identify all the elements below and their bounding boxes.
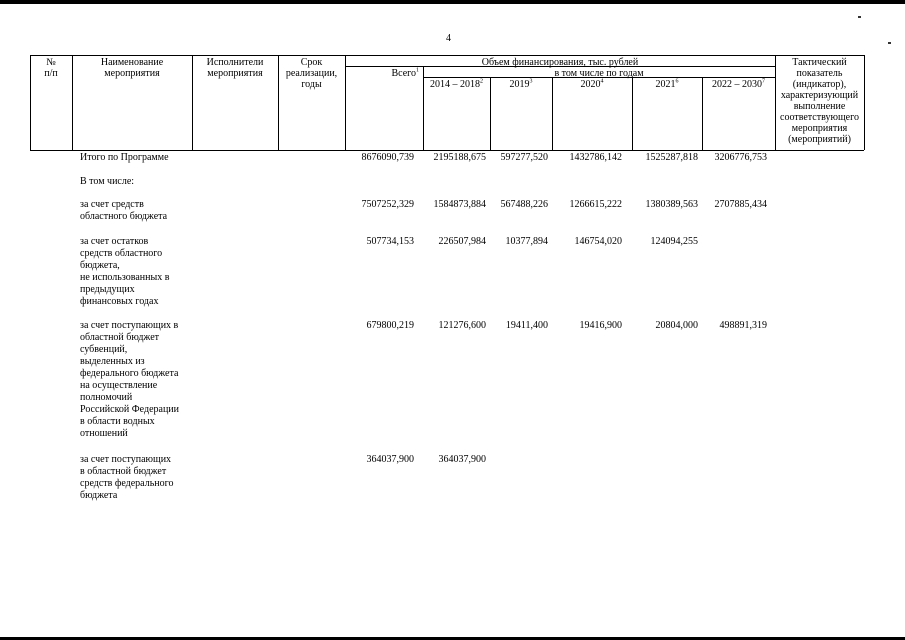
value-2021: 124094,255 bbox=[650, 236, 698, 247]
row-label: за счет средств областного бюджета bbox=[80, 199, 168, 222]
value-2014-2018: 226507,984 bbox=[438, 236, 486, 247]
value-2021: 1525287,818 bbox=[645, 152, 698, 163]
value-total: 8676090,739 bbox=[361, 152, 414, 163]
header-year-2020: 2020$^4$ bbox=[580, 78, 604, 90]
value-2020: 146754,020 bbox=[574, 236, 622, 247]
col-border bbox=[864, 55, 865, 150]
value-total: 507734,153 bbox=[366, 236, 414, 247]
header-by-years: в том числе по годам bbox=[554, 68, 644, 79]
header-name: Наименование мероприятия bbox=[100, 57, 164, 79]
header-year-2014-2018: 2014 – 2018$^2$ bbox=[430, 78, 483, 90]
value-total: 364037,900 bbox=[366, 454, 414, 465]
value-2021: 1380389,563 bbox=[645, 199, 698, 210]
value-2014-2018: 1584873,884 bbox=[433, 199, 486, 210]
value-2014-2018: 121276,600 bbox=[438, 320, 486, 331]
row-label: за счет поступающих в областной бюджет средств федерального бюджета bbox=[80, 454, 174, 501]
header-bottom-border bbox=[30, 150, 864, 151]
scan-speck bbox=[888, 42, 891, 44]
value-2014-2018: 2195188,675 bbox=[433, 152, 486, 163]
row-label: за счет остатков средств областного бюджета, не использованных в предыдущих финансовых годах bbox=[80, 236, 170, 307]
value-2020: 1432786,142 bbox=[569, 152, 622, 163]
scan-speck bbox=[858, 16, 861, 18]
value-2022-2030: 498891,319 bbox=[719, 320, 767, 331]
value-2019: 597277,520 bbox=[500, 152, 548, 163]
value-total: 679800,219 bbox=[366, 320, 414, 331]
value-2019: 10377,894 bbox=[505, 236, 548, 247]
header-year-2019: 2019$^3$ bbox=[509, 78, 533, 90]
value-2019: 567488,226 bbox=[500, 199, 548, 210]
value-2021: 20804,000 bbox=[655, 320, 698, 331]
header-financing: Объем финансирования, тыс. рублей bbox=[481, 57, 639, 68]
value-total: 7507252,329 bbox=[361, 199, 414, 210]
row-label: В том числе: bbox=[80, 176, 135, 187]
header-year-2021: 2021$^6$ bbox=[655, 78, 679, 90]
row-label: за счет поступающих в областной бюджет субвенций, выделенных из федерального бюджета на осуществление полномочий Российской Федерации в области водных отношений bbox=[80, 320, 180, 439]
header-year-2022-2030: 2022 – 2030$^7$ bbox=[712, 78, 765, 90]
header-term: Срок реализации, годы bbox=[285, 57, 338, 90]
table-top-border bbox=[30, 55, 864, 56]
value-2022-2030: 3206776,753 bbox=[714, 152, 767, 163]
value-2019: 19411,400 bbox=[505, 320, 548, 331]
scan-edge-top bbox=[0, 0, 905, 4]
row-label: Итого по Программе bbox=[80, 152, 169, 163]
header-executors: Исполнители мероприятия bbox=[206, 57, 264, 79]
header-num: № п/п bbox=[44, 57, 58, 79]
value-2022-2030: 2707885,434 bbox=[714, 199, 767, 210]
value-2020: 19416,900 bbox=[579, 320, 622, 331]
value-2020: 1266615,222 bbox=[569, 199, 622, 210]
page-number: 4 bbox=[446, 33, 451, 44]
header-indicator: Тактический показатель (индикатор), характеризующий выполнение соответствующего мероприятия (мероприятий) bbox=[780, 57, 859, 145]
header-total: Всего$^1$ bbox=[391, 67, 419, 79]
value-2014-2018: 364037,900 bbox=[438, 454, 486, 465]
